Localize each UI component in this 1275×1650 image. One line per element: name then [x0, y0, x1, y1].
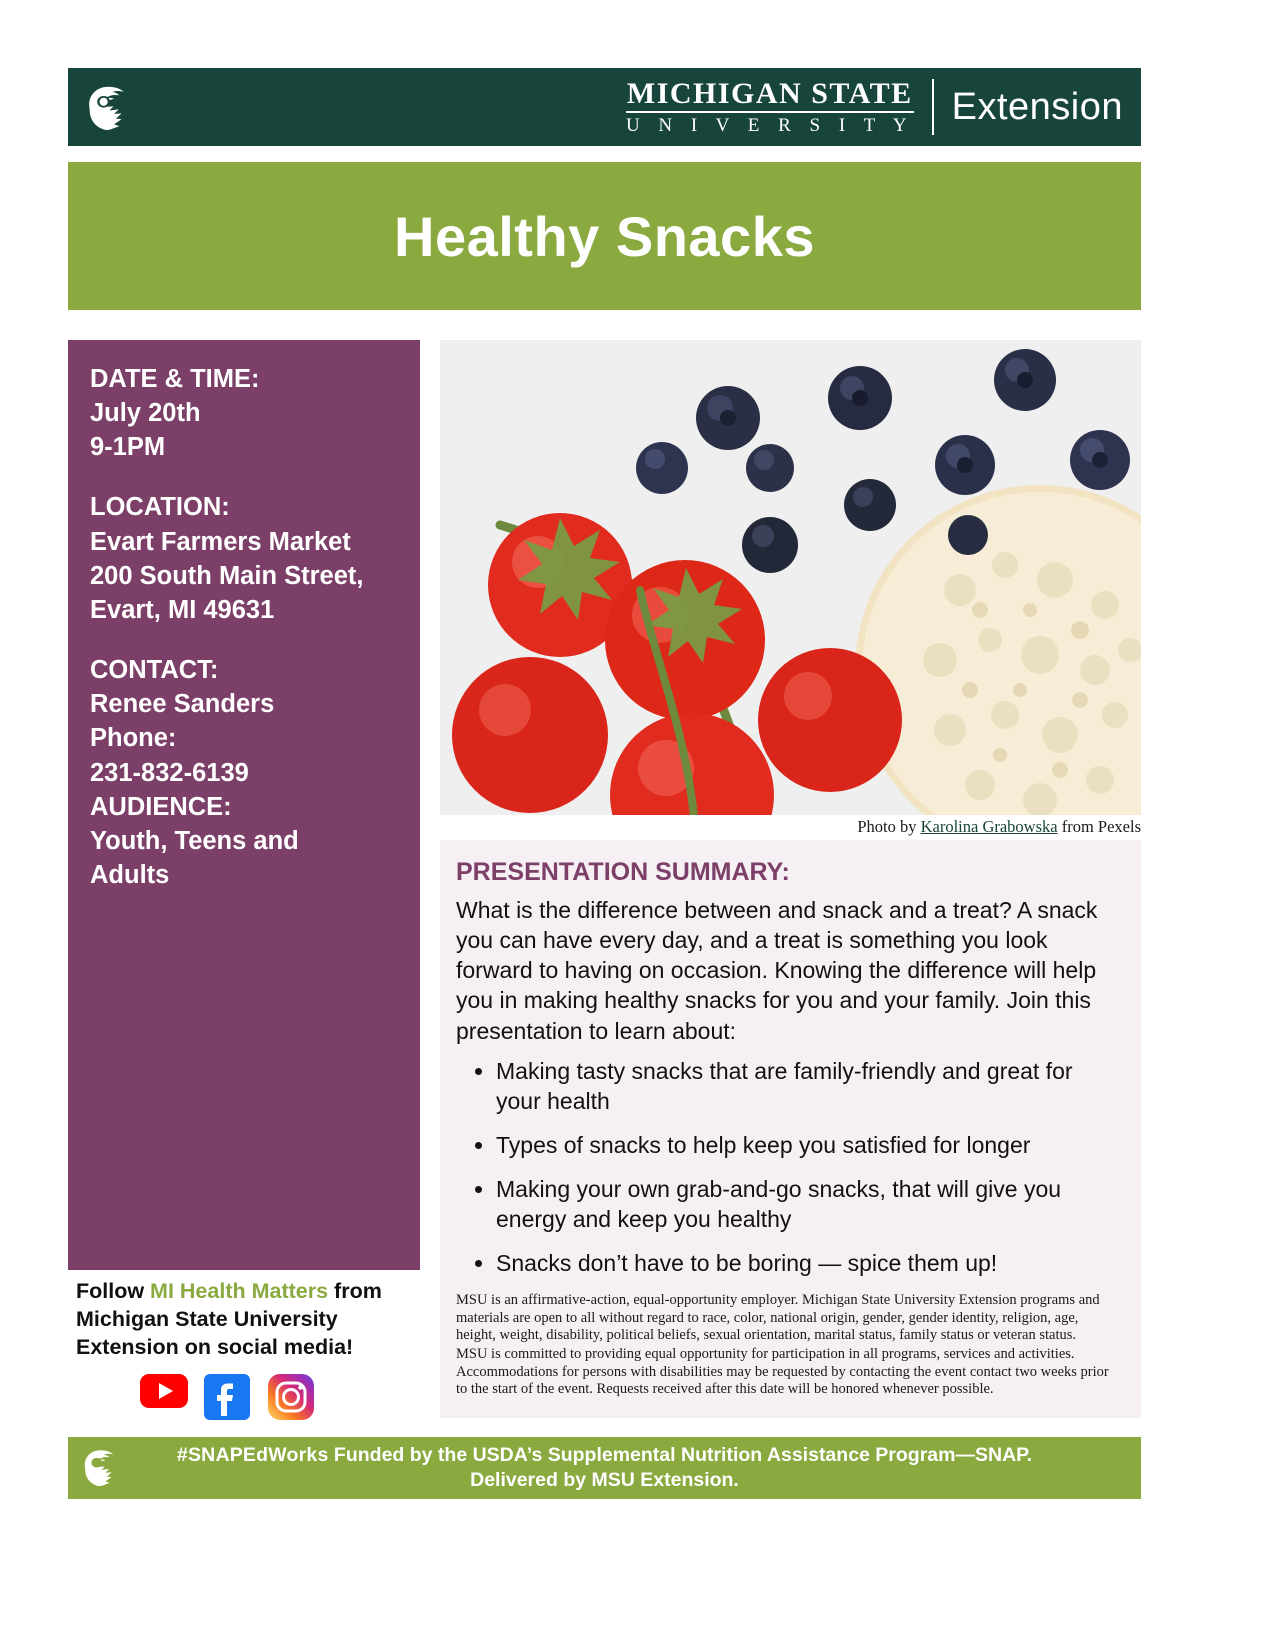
wordmark-divider	[932, 79, 934, 135]
disclaimer-block	[456, 1292, 1121, 1398]
footer-text	[177, 1443, 1032, 1494]
footer-banner	[68, 1437, 1141, 1499]
contact-block	[90, 653, 398, 790]
list-item: • Types of snacks to help keep you satisfied for longer	[496, 1130, 1121, 1160]
summary-bullet-list	[456, 1056, 1121, 1279]
footer-hashtag: #SNAPEdWorks	[176, 1443, 329, 1466]
location-label: LOCATION:	[90, 493, 230, 522]
footer-line1: Funded by the USDA’s Supplemental Nutrition Assistance Program—SNAP.	[328, 1443, 1033, 1466]
facebook-icon[interactable]	[204, 1374, 252, 1422]
title-banner	[68, 162, 1141, 310]
summary-paragraph: What is the difference between and snack and a treat? A snack you can have every day, and a treat is something you look forward to having on occasion. Knowing the difference will help you in making healthy snacks for you and your family. Join this presentation to learn about:	[456, 897, 1098, 1044]
date-time-label: DATE & TIME:	[90, 365, 260, 393]
footer-line2: Delivered by MSU Extension.	[470, 1469, 739, 1491]
location-line3: Evart, MI 49631	[90, 595, 275, 624]
photo-credit	[440, 817, 1141, 837]
audience-block	[90, 790, 398, 892]
summary-heading: PRESENTATION SUMMARY:	[456, 858, 790, 886]
phone-value: 231-832-6139	[90, 758, 249, 787]
list-item: • Snacks don’t have to be boring — spice them up!	[496, 1248, 1121, 1278]
follow-suffix: from	[328, 1279, 382, 1303]
follow-text	[76, 1278, 420, 1362]
location-line2: 200 South Main Street,	[90, 561, 364, 590]
presentation-summary-box	[440, 840, 1141, 1418]
follow-line2: Michigan State University	[76, 1306, 338, 1331]
footer-spartan-helmet-icon	[78, 1443, 126, 1491]
university-name-line1: MICHIGAN STATE	[626, 79, 914, 113]
instagram-icon[interactable]	[268, 1374, 316, 1422]
audience-label: AUDIENCE:	[90, 792, 232, 821]
msu-header-bar	[68, 68, 1141, 146]
location-block	[90, 490, 398, 627]
time-value: 9-1PM	[90, 433, 166, 462]
spartan-helmet-icon	[80, 77, 140, 137]
disclaimer-paragraph-2: MSU is committed to providing equal opportunity for participation in all programs, services and activities. Accommodations for persons with disabilities may be requested by contacting the event contact two weeks prior to the start of the event. Requests received after this date will be honored whenever possible.	[456, 1345, 1109, 1398]
follow-line3: Extension on social media!	[76, 1334, 354, 1359]
list-item: • Making tasty snacks that are family-friendly and great for your health	[496, 1056, 1121, 1116]
contact-label: CONTACT:	[90, 656, 219, 685]
phone-label: Phone:	[90, 724, 177, 753]
page-title: Healthy Snacks	[394, 204, 815, 268]
extension-label: Extension	[951, 85, 1123, 128]
audience-value-line1: Youth, Teens and	[90, 826, 299, 855]
event-info-panel	[68, 340, 420, 1270]
msu-wordmark	[626, 79, 1123, 135]
social-icon-row	[76, 1374, 420, 1422]
disclaimer-paragraph-1: MSU is an affirmative-action, equal-opportunity employer. Michigan State University Extension programs and materials are open to all without regard to race, color, national origin, gender, gender identity, religion, age, height, weight, disability, political beliefs, sexual orientation, marital status, family status or veteran status.	[456, 1292, 1100, 1344]
photo-credit-suffix: from Pexels	[1057, 817, 1141, 836]
date-time-block	[90, 362, 398, 464]
contact-name: Renee Sanders	[90, 690, 275, 719]
university-name-line2: U N I V E R S I T Y	[625, 115, 914, 136]
event-photo	[440, 340, 1141, 815]
photo-credit-prefix: Photo by	[857, 817, 921, 836]
youtube-icon[interactable]	[140, 1374, 188, 1422]
spacer	[90, 627, 398, 653]
date-value: July 20th	[90, 399, 201, 428]
follow-social-block	[68, 1278, 420, 1422]
spacer	[90, 464, 398, 490]
follow-highlight: MI Health Matters	[150, 1279, 329, 1303]
photo-credit-author-link[interactable]: Karolina Grabowska	[920, 817, 1058, 836]
university-name	[626, 79, 914, 135]
list-item: • Making your own grab-and-go snacks, that will give you energy and keep you healthy	[496, 1174, 1121, 1234]
location-line1: Evart Farmers Market	[90, 527, 351, 556]
audience-value-line2: Adults	[90, 861, 170, 890]
follow-prefix: Follow	[76, 1279, 151, 1303]
